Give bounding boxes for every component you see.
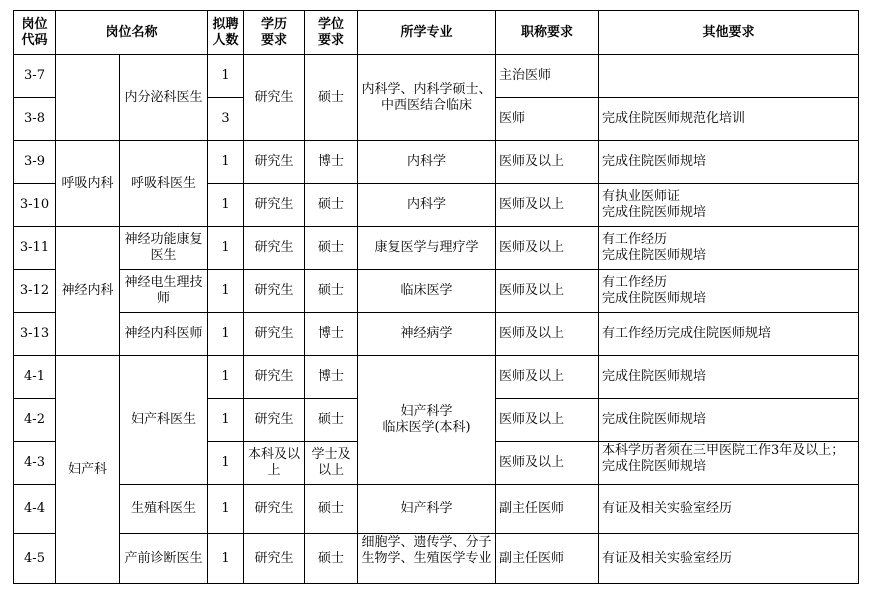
dept-cell: 神经内科 [56,227,120,356]
dept-cell: 妇产科 [56,356,120,584]
position-cell: 神经内科医师 [120,313,208,356]
row-code: 3-8 [14,98,56,141]
degree-cell: 硕士 [305,184,358,227]
education-cell: 研究生 [244,313,305,356]
degree-cell: 硕士 [305,55,358,141]
title-cell: 医师 [496,98,599,141]
degree-cell: 硕士 [305,270,358,313]
other-cell [599,55,859,98]
header-other: 其他要求 [599,11,859,55]
count-cell: 1 [208,270,244,313]
degree-cell: 学士及以上 [305,442,358,485]
degree-cell: 硕士 [305,485,358,534]
table-row [14,485,859,534]
education-cell: 研究生 [244,485,305,534]
degree-cell: 博士 [305,313,358,356]
title-cell: 医师及以上 [496,184,599,227]
count-cell: 1 [208,313,244,356]
count-cell: 1 [208,356,244,399]
title-cell: 医师及以上 [496,227,599,270]
major-cell: 内科学 [358,184,496,227]
position-cell: 妇产科医生 [120,356,208,485]
row-code: 4-5 [14,534,56,584]
table-row [14,55,859,98]
count-cell: 1 [208,55,244,98]
education-cell: 本科及以上 [244,442,305,485]
other-cell: 完成住院医师规培 [599,399,859,442]
dept-cell: 呼吸内科 [56,141,120,227]
other-cell: 有工作经历完成住院医师规培 [599,313,859,356]
education-cell: 研究生 [244,534,305,584]
other-cell: 完成住院医师规培 [599,356,859,399]
title-cell: 医师及以上 [496,141,599,184]
education-cell: 研究生 [244,55,305,141]
other-cell: 有工作经历 完成住院医师规培 [599,270,859,313]
row-code: 3-10 [14,184,56,227]
row-code: 3-13 [14,313,56,356]
education-cell: 研究生 [244,356,305,399]
row-code: 3-11 [14,227,56,270]
position-cell: 呼吸科医生 [120,141,208,227]
row-code: 3-7 [14,55,56,98]
title-cell: 医师及以上 [496,399,599,442]
title-cell: 医师及以上 [496,356,599,399]
title-cell: 副主任医师 [496,485,599,534]
count-cell: 1 [208,399,244,442]
degree-cell: 硕士 [305,534,358,584]
education-cell: 研究生 [244,399,305,442]
major-cell: 妇产科学 临床医学(本科) [358,356,496,485]
degree-cell: 博士 [305,141,358,184]
position-cell: 神经电生理技师 [120,270,208,313]
count-cell: 1 [208,184,244,227]
count-cell: 1 [208,227,244,270]
header-position-name: 岗位名称 [56,11,208,55]
count-cell: 1 [208,141,244,184]
position-cell: 神经功能康复医生 [120,227,208,270]
education-cell: 研究生 [244,270,305,313]
count-cell: 1 [208,534,244,584]
count-cell: 1 [208,442,244,485]
row-code: 4-2 [14,399,56,442]
title-cell: 主治医师 [496,55,599,98]
other-cell: 完成住院医师规范化培训 [599,98,859,141]
major-cell: 内科学 [358,141,496,184]
major-cell: 妇产科学 [358,485,496,534]
other-cell: 有执业医师证 完成住院医师规培 [599,184,859,227]
header-code: 岗位 代码 [14,11,56,55]
header-major: 所学专业 [358,11,496,55]
table-row [14,270,859,313]
title-cell: 副主任医师 [496,534,599,584]
other-cell: 有证及相关实验室经历 [599,534,859,584]
major-cell: 康复医学与理疗学 [358,227,496,270]
count-cell: 3 [208,98,244,141]
row-code: 3-9 [14,141,56,184]
position-cell: 产前诊断医生 [120,534,208,584]
row-code: 4-4 [14,485,56,534]
title-cell: 医师及以上 [496,270,599,313]
position-cell: 内分泌科医生 [120,55,208,141]
header-title-req: 职称要求 [496,11,599,55]
row-code: 3-12 [14,270,56,313]
major-cell: 细胞学、遗传学、分子生物学、生殖医学专业 [358,534,496,584]
table-row [14,313,859,356]
other-cell: 本科学历者须在三甲医院工作3年及以上； 完成住院医师规培 [599,442,859,485]
major-cell: 临床医学 [358,270,496,313]
major-cell: 内科学、内科学硕士、中西医结合临床 [358,55,496,141]
education-cell: 研究生 [244,141,305,184]
degree-cell: 硕士 [305,227,358,270]
table-row [14,534,859,584]
table-row [14,141,859,184]
other-cell: 有证及相关实验室经历 [599,485,859,534]
major-cell: 神经病学 [358,313,496,356]
count-cell: 1 [208,485,244,534]
education-cell: 研究生 [244,184,305,227]
other-cell: 有工作经历 完成住院医师规培 [599,227,859,270]
dept-cell [56,55,120,141]
header-education: 学历 要求 [244,11,305,55]
row-code: 4-3 [14,442,56,485]
position-cell: 生殖科医生 [120,485,208,534]
degree-cell: 博士 [305,356,358,399]
degree-cell: 硕士 [305,399,358,442]
header-degree: 学位 要求 [305,11,358,55]
title-cell: 医师及以上 [496,313,599,356]
table-row [14,227,859,270]
header-row [14,11,859,55]
title-cell: 医师及以上 [496,442,599,485]
header-count: 拟聘 人数 [208,11,244,55]
row-code: 4-1 [14,356,56,399]
other-cell: 完成住院医师规培 [599,141,859,184]
table-row [14,356,859,399]
recruitment-table [13,10,859,584]
education-cell: 研究生 [244,227,305,270]
